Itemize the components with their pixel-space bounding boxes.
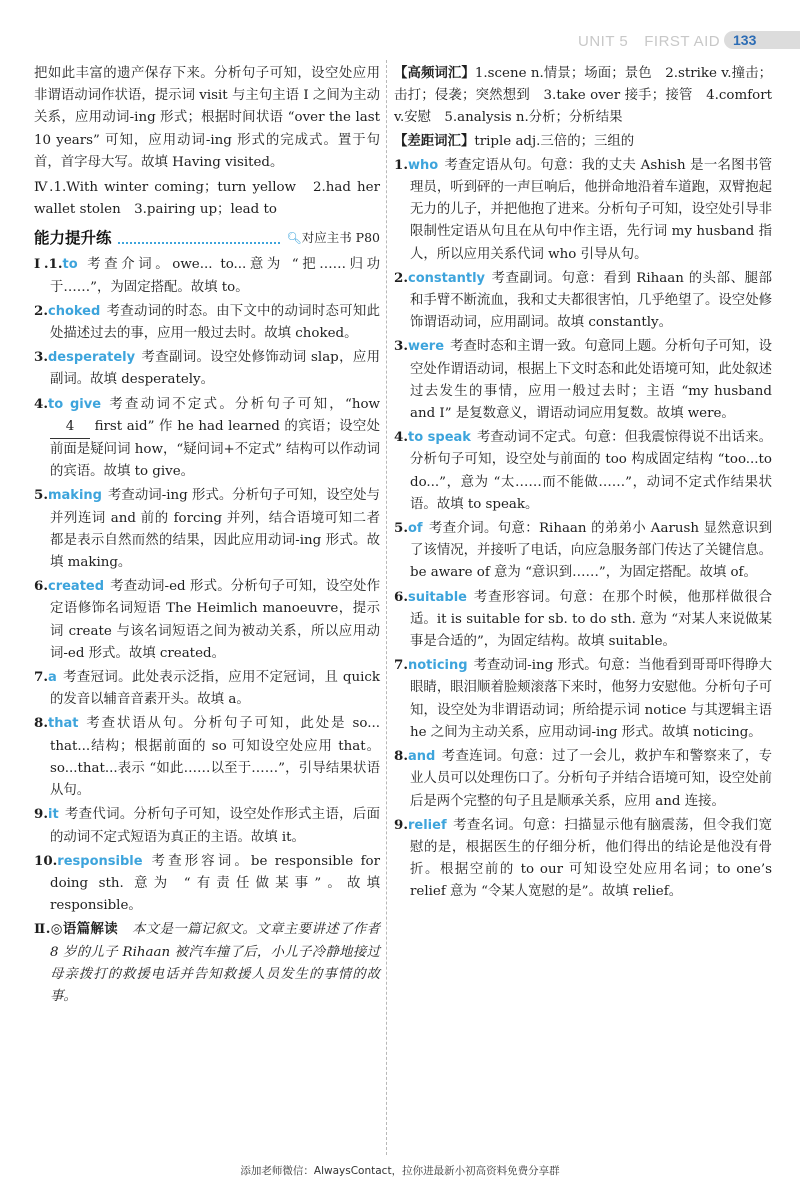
left-column	[34, 63, 380, 1009]
explanation: 考查形容词。be responsible for doing sth. 意为 “有责任做某事”。故填 responsible。	[50, 853, 380, 914]
answer-word: choked	[47, 303, 101, 319]
answer-item	[34, 393, 380, 484]
item-number: 4.	[34, 395, 48, 412]
page-number: 133	[724, 31, 800, 49]
item-number: 9.	[394, 816, 408, 833]
answer-item	[394, 517, 772, 585]
answer-word: desperately	[47, 350, 136, 366]
answer-word: to speak	[407, 430, 471, 446]
explanation: 考查介词。owe... to...意为 “把……归功于……”，为固定搭配。故填 to。	[50, 257, 380, 295]
answer-item	[34, 300, 380, 345]
answer-item	[394, 426, 772, 516]
answer-item	[394, 814, 772, 904]
item-number: 10.	[34, 852, 58, 869]
explanation: 考查动词的时态。由下文中的动词时态可知此处描述过去的事，应用一般过去时。故填 choked。	[50, 303, 380, 342]
answer-item	[34, 484, 380, 574]
answer-word: were	[407, 339, 445, 355]
vocab-text: 1.scene n.情景；场面；景色 2.strike v.撞击；击打；侵袭；突然想到 3.take over 接手；接管 4.comfort v.安慰 5.analysis n.分析；分析结果	[394, 66, 772, 126]
item-number: 9.	[34, 806, 48, 823]
answer-word: responsible	[57, 853, 143, 869]
right-column	[394, 63, 772, 905]
answer-word: to give	[47, 396, 102, 412]
answer-word: it	[47, 807, 59, 823]
item-number: Ⅰ.1.	[34, 256, 63, 273]
answer-item	[34, 666, 380, 711]
answer-word: relief	[407, 817, 447, 833]
explanation: 考查动词-ing 形式。分析句子可知，设空处与并列连词 and 前的 forcing 并列，结合语境可知二者都是表示自然而然的结果，因此应用动词-ing 形式。故填 making。	[50, 488, 380, 571]
unit-number: UNIT 5	[578, 33, 629, 50]
passage-summary	[34, 918, 380, 1008]
answer-word: a	[47, 670, 57, 686]
explanation: first aid” 作 he had learned 的宾语；设空处前面是疑问词 how，“疑问词+不定式” 结构可以作动词的宾语。故填 to give。	[50, 418, 380, 480]
answer-item	[394, 654, 772, 744]
answer-item	[394, 267, 772, 335]
answer-word: created	[47, 579, 105, 595]
high-frequency-vocab	[394, 63, 772, 130]
answer-item	[34, 346, 380, 391]
answer-word: suitable	[407, 589, 467, 605]
answer-word: of	[407, 521, 423, 537]
section-iv-answers: Ⅳ.1.With winter coming；turn yellow 2.had her wallet stolen 3.pairing up；lead to	[34, 180, 380, 218]
section-title: 能力提升练	[34, 229, 112, 248]
explanation: 考查名词。句意：扫描显示他有脑震荡，但令我们宽慰的是，根据医生的仔细分析，他们得出的结论是他没有骨折。根据空前的 to our 可知设空处应用名词；to one’s relief 意为 “令某人宽慰的是”。故填 relief。	[410, 817, 772, 900]
item-number: 1.	[394, 156, 408, 173]
answer-word: constantly	[407, 270, 486, 286]
blank-number: 4	[50, 416, 90, 439]
item-number: 2.	[394, 269, 408, 286]
unit-title: FIRST AID	[644, 33, 721, 50]
explanation: 考查副词。设空处修饰动词 slap，应用副词。故填 desperately。	[50, 350, 380, 388]
search-icon: 🔍︎	[286, 231, 302, 246]
explanation: 考查代词。分析句子可知，设空处作形式主语，后面的动词不定式短语为真正的主语。故填 it。	[50, 807, 380, 845]
explanation: 考查状语从句。分析句子可知，此处是 so... that...结构；根据前面的 so 可知设空处应用 that。so...that...表示 “如此……以至于……”，引导结果状语从句。	[50, 716, 380, 799]
answer-item	[34, 575, 380, 665]
explanation: 考查形容词。句意：在那个时候，他那样做很合适。it is suitable for sb. to do sth. 意为 “对某人来说做某事是合适的”，为固定结构。故填 suitable。	[410, 589, 772, 650]
explanation: 考查动词不定式。句意：但我震惊得说不出话来。分析句子可知，设空处与前面的 too 构成固定结构 “too...to do...”，意为 “太……而不能做……”，动词不定式作结果状语。故填 to speak。	[410, 430, 773, 512]
item-number: 7.	[34, 669, 48, 686]
section-header	[34, 227, 380, 249]
item-number: 7.	[394, 657, 408, 674]
answer-item	[394, 745, 772, 813]
gap-vocab	[394, 131, 772, 153]
intro-paragraph: 把如此丰富的遗产保存下来。分析句子可知，设空处应用非谓语动词作状语，提示词 visit 与主句主语 I 之间为主动关系，应用动词-ing 形式；根据时间状语 “over the last 10 years” 可知，应用动词-ing 形式的完成式。置于句首，首字母大写。故填 Having visited。	[34, 66, 380, 170]
answer-item	[34, 253, 380, 298]
item-number: 3.	[394, 338, 408, 355]
answer-word: noticing	[407, 658, 468, 674]
item-number: 2.	[34, 302, 48, 319]
vocab-text: triple adj.三倍的；三组的	[474, 133, 635, 149]
vocab-label: 【高频词汇】	[394, 66, 475, 81]
explanation: 考查动词不定式。分析句子可知，“how	[107, 396, 380, 412]
explanation: 考查时态和主谓一致。句意同上题。分析句子可知，设空处作谓语动词，根据上下文时态和此处语境可知，此处叙述过去发生的事情，应用一般过去时；主语 “my husband and I” 是复数意义，谓语动词应用复数。故填 were。	[410, 339, 772, 422]
answer-word: who	[407, 157, 439, 173]
explanation: 考查副词。句意：看到 Rihaan 的头部、腿部和手臂不断流血，我和丈夫都很害怕，几乎绝望了。设空处修饰谓语动词，应用副词。故填 constantly。	[410, 270, 772, 331]
unit-label	[578, 33, 720, 50]
item-number: 4.	[394, 429, 408, 446]
explanation: 考查动词-ing 形式。句意：当他看到哥哥吓得睁大眼睛，眼泪顺着脸颊滚落下来时，他努力安慰他。分析句子可知，设空处为非谓语动词；所给提示词 notice 与其逻辑主语 he 之间为主动关系，应用动词-ing 形式。故填 noticing。	[410, 658, 772, 740]
page-header	[0, 0, 800, 52]
explanation: 考查定语从句。句意：我的丈夫 Ashish 是一名图书管理员，听到砰的一声巨响后，他拼命地沿着车道跑，双臂抱起无力的儿子，并把他抱了进来。分析句子可知，设空处引导非限制性定语从句且在从句中作主语，先行词 my husband 指人，所以应用关系代词 who 引导从句。	[410, 157, 772, 262]
item-number: 5.	[394, 520, 408, 537]
answer-item	[394, 586, 772, 654]
item-number: 3.	[34, 349, 48, 366]
item-number: 8.	[34, 715, 48, 732]
item-number: Ⅱ.	[34, 921, 51, 938]
explanation: 考查动词-ed 形式。分析句子可知，设空处作定语修饰名词短语 The Heimlich manoeuvre，提示词 create 与该名词短语之间为被动关系，所以应用动词-ed 形式。故填 created。	[50, 579, 380, 661]
answer-item	[34, 850, 380, 918]
answer-word: and	[407, 749, 436, 765]
answer-word: that	[47, 716, 79, 732]
explanation: 考查冠词。此处表示泛指，应用不定冠词，且 quick 的发音以辅音音素开头。故填 a。	[50, 670, 380, 708]
item-number: 8.	[394, 748, 408, 765]
section-reference: 对应主书 P80	[301, 230, 380, 246]
answer-item	[394, 335, 772, 425]
explanation: 考查介词。句意：Rihaan 的弟弟小 Aarush 显然意识到了该情况，并接听了电话，向应急服务部门传达了关键信息。be aware of 意为 “意识到……”，为固定搭配。故填 of。	[410, 521, 772, 581]
answer-word: to	[62, 257, 78, 273]
passage-label: ◎语篇解读	[50, 922, 119, 938]
answer-item	[34, 712, 380, 802]
answer-item	[34, 803, 380, 848]
vocab-label: 【差距词汇】	[394, 133, 475, 149]
item-number: 6.	[394, 588, 408, 605]
item-number: 5.	[34, 487, 48, 504]
passage-text: 本文是一篇记叙文。文章主要讲述了作者 8 岁的儿子 Rihaan 被汽车撞了后，小儿子冷静地接过母亲拨打的救援电话并告知救援人员发生的事情的故事。	[50, 922, 381, 1004]
answer-item	[394, 154, 772, 266]
column-divider	[386, 60, 387, 1155]
item-number: 6.	[34, 578, 48, 595]
footer-note: 添加老师微信：AlwaysContact，拉你进最新小初高资料免费分享群	[240, 1165, 560, 1177]
answer-word: making	[47, 488, 102, 504]
section-dotted-line	[118, 232, 281, 244]
explanation: 考查连词。句意：过了一会儿，救护车和警察来了，专业人员可以处理伤口了。分析句子并结合语境可知，设空处前后是两个完整的句子且是顺承关系，应用 and 连接。	[410, 749, 772, 809]
